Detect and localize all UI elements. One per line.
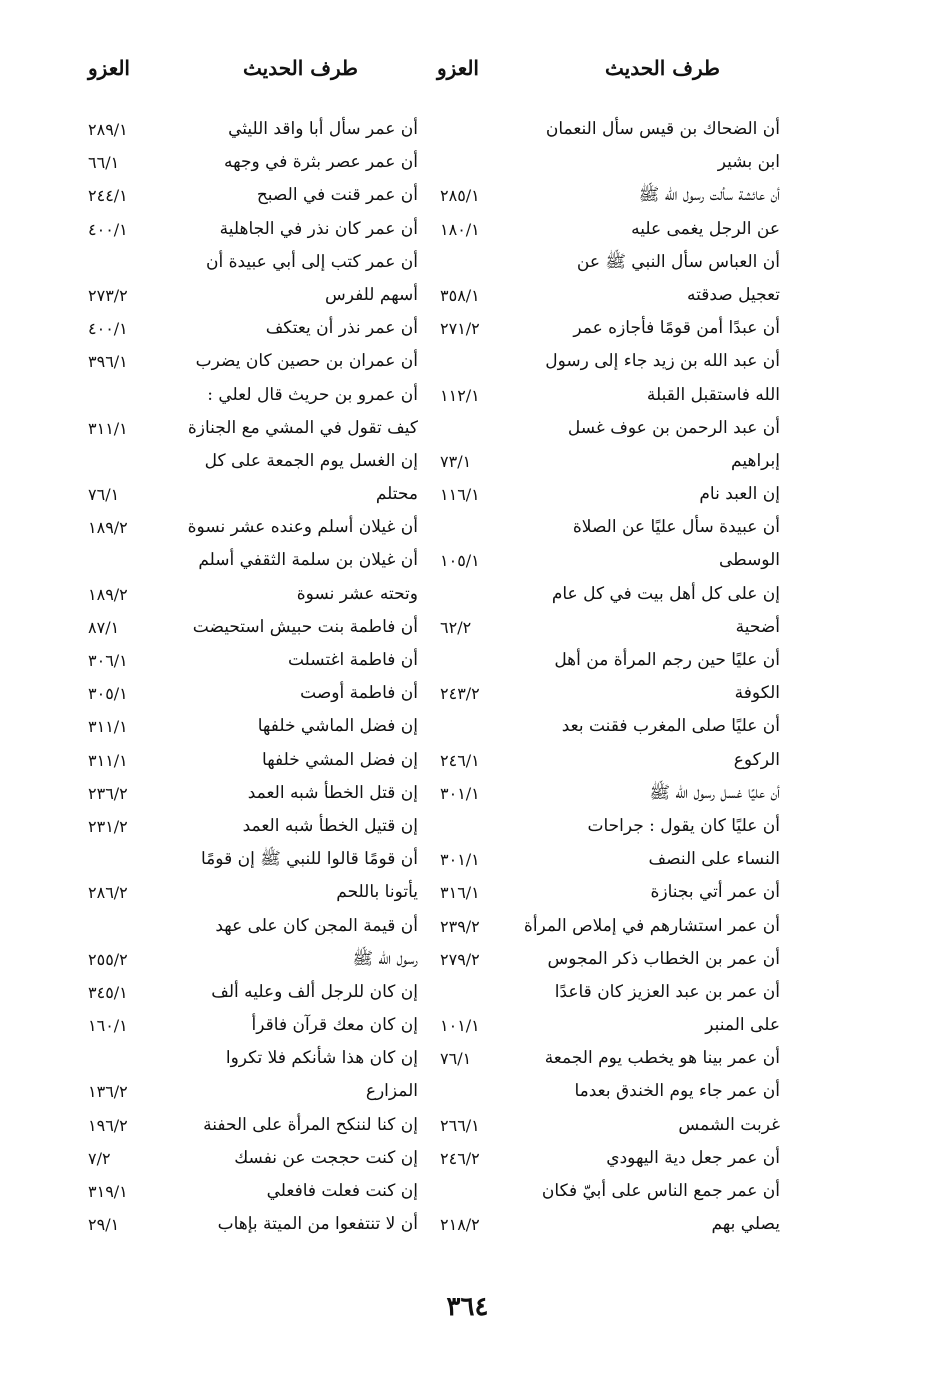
volume-page-reference: ١٩٦/٢ — [88, 1115, 128, 1135]
hadith-incipit: إن كان معك قرآن فاقرأ — [251, 1015, 418, 1036]
index-entry-row — [440, 478, 780, 511]
index-entry-row — [88, 843, 418, 876]
index-entry-row — [440, 777, 780, 810]
hadith-incipit: أن عائشة سألت رسول الله ﷺ — [638, 185, 780, 206]
index-entry-row — [440, 611, 780, 644]
hadith-incipit: أن الضحاك بن قيس سأل النعمان — [545, 119, 780, 139]
volume-page-reference: ٦٢/٢ — [440, 617, 472, 637]
volume-page-reference: ٣٠٥/١ — [88, 684, 128, 704]
hadith-incipit: النساء على النصف — [648, 849, 780, 870]
hadith-incipit: إن كنا لننكح المرأة على الحفنة — [203, 1114, 418, 1135]
index-entry-row — [88, 1142, 418, 1175]
volume-page-reference: ١٦٠/١ — [88, 1016, 128, 1036]
volume-page-reference — [440, 1175, 504, 1208]
hadith-incipit: كيف تقول في المشي مع الجنازة — [187, 417, 418, 438]
index-entry-row — [440, 876, 780, 909]
hadith-incipit: أن عمر جاء يوم الخندق بعدما — [574, 1081, 780, 1102]
index-entry-row — [440, 544, 780, 577]
hadith-incipit: أن عليًا غسل رسول الله ﷺ — [649, 782, 780, 803]
index-entry-row — [88, 976, 418, 1009]
index-entry-row — [440, 1175, 780, 1208]
hadith-incipit: الكوفة — [734, 683, 780, 704]
index-entry-row — [88, 412, 418, 445]
index-entry-row — [88, 1042, 418, 1075]
right-column-title-header: طرف الحديث — [605, 56, 720, 80]
hadith-incipit: أن قومًا قالوا للنبي ﷺ إن قومًا — [201, 849, 418, 870]
left-column-title-header: طرف الحديث — [243, 56, 358, 80]
volume-page-reference: ٤٠٠/١ — [88, 219, 128, 239]
hadith-incipit: أن قيمة المجن كان على عهد — [215, 915, 418, 936]
index-entry-row — [88, 312, 418, 345]
hadith-incipit: إن الغسل يوم الجمعة على كل — [204, 450, 418, 471]
index-entry-row — [440, 1142, 780, 1175]
hadith-incipit: أن عمر كان نذر في الجاهلية — [219, 218, 418, 239]
volume-page-reference — [88, 1042, 160, 1075]
hadith-incipit: إن كان هذا شأنكم فلا تكروا — [225, 1048, 418, 1069]
hadith-incipit: أن عمر نذر أن يعتكف — [265, 318, 418, 339]
index-entry-row — [88, 544, 418, 577]
volume-page-reference — [440, 644, 504, 677]
volume-page-reference: ١٠٥/١ — [440, 551, 480, 571]
volume-page-reference: ٢٨٦/٢ — [88, 883, 128, 903]
index-entry-row — [440, 1009, 780, 1042]
index-entry-row — [88, 445, 418, 478]
hadith-incipit: إن فضل المشي خلفها — [262, 749, 418, 770]
index-entry-row — [440, 810, 780, 843]
hadith-incipit: الله فاستقبل القبلة — [646, 384, 780, 405]
hadith-incipit: أن عمر كتب إلى أبي عبيدة أن — [205, 251, 418, 272]
index-entry-row — [440, 179, 780, 212]
volume-page-reference — [88, 544, 160, 577]
hadith-incipit: أن فاطمة بنت حبيش استحيضت — [192, 616, 418, 637]
hadith-incipit: على المنبر — [705, 1015, 780, 1036]
index-entry-row — [88, 1175, 418, 1208]
hadith-incipit: المزارع — [365, 1081, 418, 1102]
hadith-incipit: الركوع — [733, 749, 780, 770]
index-entry-row — [440, 677, 780, 710]
hadith-incipit: أن عبيدة سأل عليًا عن الصلاة — [572, 517, 780, 538]
volume-page-reference: ٣٠١/١ — [440, 850, 480, 870]
volume-page-reference: ١٣٦/٢ — [88, 1082, 128, 1102]
index-entry-row — [88, 910, 418, 943]
volume-page-reference: ١١٦/١ — [440, 485, 480, 505]
index-entry-row — [440, 312, 780, 345]
index-entry-row — [440, 1208, 780, 1241]
volume-page-reference: ٢٧١/٢ — [440, 319, 480, 339]
index-entry-row — [440, 511, 780, 544]
index-entry-row — [88, 1009, 418, 1042]
hadith-incipit: أن عمر بن الخطاب ذكر المجوس — [547, 948, 780, 969]
volume-page-reference — [440, 1075, 504, 1108]
page-number: ٣٦٤ — [446, 1292, 489, 1322]
hadith-incipit: أن عمر عصر بثرة في وجهه — [224, 152, 418, 173]
hadith-incipit: عن الرجل يغمى عليه — [631, 218, 780, 239]
hadith-incipit: أن عمر جمع الناس على أبيّ فكان — [541, 1181, 780, 1201]
hadith-incipit: أن عليًا كان يقول : جراحات — [587, 815, 780, 836]
volume-page-reference: ٢٧٩/٢ — [440, 949, 480, 969]
index-entry-row — [440, 578, 780, 611]
index-entry-row — [440, 744, 780, 777]
hadith-incipit: أضحية — [735, 616, 780, 637]
volume-page-reference — [440, 511, 504, 544]
index-entry-row — [88, 644, 418, 677]
volume-page-reference: ٣١١/١ — [88, 717, 128, 737]
hadith-incipit: أن لا تنتفعوا من الميتة بإهاب — [217, 1214, 418, 1235]
volume-page-reference: ٣١٩/١ — [88, 1182, 128, 1201]
index-entry-row — [440, 412, 780, 445]
volume-page-reference — [88, 246, 160, 279]
volume-page-reference: ٧٦/١ — [440, 1049, 472, 1069]
index-entry-row — [88, 777, 418, 810]
index-entry-row — [88, 279, 418, 312]
volume-page-reference: ٢٣١/٢ — [88, 816, 128, 836]
index-entry-row — [440, 213, 780, 246]
volume-page-reference: ٨٧/١ — [88, 617, 120, 637]
index-entry-row — [88, 744, 418, 777]
index-entry-row — [88, 179, 418, 212]
index-entry-row — [440, 345, 780, 378]
volume-page-reference — [88, 910, 160, 943]
volume-page-reference — [440, 113, 504, 146]
index-entry-row — [440, 1109, 780, 1142]
hadith-incipit: إن كنت فعلت فافعلي — [266, 1181, 418, 1201]
volume-page-reference: ١١٢/١ — [440, 385, 480, 405]
volume-page-reference: ٢٣٦/٢ — [88, 783, 128, 803]
volume-page-reference: ٢٩/١ — [88, 1215, 120, 1235]
volume-page-reference: ١٨٩/٢ — [88, 518, 128, 538]
index-entry-row — [88, 876, 418, 909]
right-index-column — [440, 113, 780, 1241]
index-entry-row — [88, 379, 418, 412]
left-column-ref-header: العزو — [88, 56, 130, 80]
index-entry-row — [88, 146, 418, 179]
index-entry-row — [440, 943, 780, 976]
hadith-incipit: محتلم — [375, 484, 418, 505]
left-index-column — [88, 113, 418, 1241]
hadith-incipit: أن عليًا حين رجم المرأة من أهل — [554, 650, 780, 670]
hadith-incipit: أن فاطمة اغتسلت — [287, 650, 418, 670]
hadith-incipit: الوسطى — [718, 550, 780, 571]
index-entry-row — [440, 644, 780, 677]
index-entry-row — [88, 677, 418, 710]
hadith-incipit: إن العبد نام — [699, 484, 780, 505]
hadith-incipit: أن عمر جعل دية اليهودي — [606, 1147, 780, 1168]
right-column-ref-header: العزو — [437, 56, 479, 80]
volume-page-reference: ٢٤٤/١ — [88, 186, 128, 206]
volume-page-reference: ٢٣٩/٢ — [440, 916, 480, 936]
volume-page-reference: ٧٦/١ — [88, 485, 120, 505]
hadith-incipit: أن عبدًا أمن قومًا فأجازه عمر — [573, 318, 780, 339]
volume-page-reference: ٣٤٥/١ — [88, 982, 128, 1002]
index-entry-row — [88, 113, 418, 146]
index-entry-row — [88, 1075, 418, 1108]
index-entry-row — [88, 246, 418, 279]
volume-page-reference: ٢٤٣/٢ — [440, 684, 480, 704]
hadith-incipit: أن عبد الرحمن بن عوف غسل — [567, 417, 780, 438]
index-entry-row — [88, 578, 418, 611]
hadith-incipit: أن غيلان أسلم وعنده عشر نسوة — [187, 517, 418, 538]
index-entry-row — [88, 478, 418, 511]
index-entry-row — [88, 710, 418, 743]
index-entry-row — [88, 213, 418, 246]
hadith-incipit: إن على كل أهل بيت في كل عام — [551, 583, 780, 604]
volume-page-reference: ٢٨٥/١ — [440, 186, 480, 206]
volume-page-reference: ٣١١/١ — [88, 418, 128, 438]
hadith-incipit: إن فضل الماشي خلفها — [257, 716, 418, 737]
volume-page-reference — [440, 976, 504, 1009]
index-entry-row — [440, 843, 780, 876]
hadith-incipit: أن غيلان بن سلمة الثقفي أسلم — [198, 550, 418, 571]
hadith-incipit: إبراهيم — [731, 450, 780, 471]
index-entry-row — [440, 279, 780, 312]
hadith-incipit: أن عبد الله بن زيد جاء إلى رسول — [545, 351, 780, 372]
hadith-incipit: ابن بشير — [717, 152, 780, 173]
hadith-incipit: يأتونا باللحم — [336, 882, 418, 903]
hadith-incipit: أسهم للفرس — [324, 284, 418, 305]
hadith-incipit: تعجيل صدقته — [686, 284, 780, 305]
hadith-incipit: أن عمران بن حصين كان يضرب — [195, 351, 418, 372]
hadith-incipit: يصلي بهم — [711, 1214, 780, 1235]
index-entry-row — [440, 246, 780, 279]
volume-page-reference: ٣٠٦/١ — [88, 651, 128, 670]
volume-page-reference: ٦٦/١ — [88, 153, 120, 173]
hadith-incipit: أن عمر سأل أبا واقد الليثي — [228, 119, 418, 139]
volume-page-reference: ٣٩٦/١ — [88, 352, 128, 372]
hadith-incipit: أن عمر أتي بجنازة — [650, 882, 780, 903]
hadith-incipit: أن فاطمة أوصت — [300, 683, 418, 704]
volume-page-reference — [88, 445, 160, 478]
volume-page-reference: ١٨٩/٢ — [88, 584, 128, 604]
hadith-incipit: أن العباس سأل النبي ﷺ عن — [576, 251, 780, 272]
volume-page-reference — [440, 578, 504, 611]
hadith-incipit: إن كنت حججت عن نفسك — [234, 1147, 418, 1168]
index-entry-row — [440, 113, 780, 146]
hadith-incipit: أن عمر بينا هو يخطب يوم الجمعة — [544, 1048, 780, 1069]
volume-page-reference — [440, 345, 504, 378]
hadith-incipit: أن عمرو بن حريث قال لعلي : — [207, 384, 418, 405]
volume-page-reference — [440, 412, 504, 445]
index-entry-row — [440, 976, 780, 1009]
index-entry-row — [88, 1109, 418, 1142]
volume-page-reference: ٢٦٦/١ — [440, 1115, 480, 1135]
volume-page-reference — [440, 246, 504, 279]
hadith-incipit: وتحته عشر نسوة — [296, 583, 418, 604]
volume-page-reference: ٣٥٨/١ — [440, 285, 480, 305]
volume-page-reference: ١٠١/١ — [440, 1016, 480, 1036]
volume-page-reference: ٣١٦/١ — [440, 883, 480, 903]
index-entry-row — [88, 943, 418, 976]
volume-page-reference — [440, 146, 504, 179]
volume-page-reference: ٢٧٣/٢ — [88, 285, 128, 305]
index-entry-row — [440, 445, 780, 478]
hadith-incipit: غربت الشمس — [678, 1114, 780, 1135]
volume-page-reference — [88, 379, 160, 412]
index-entry-row — [88, 1208, 418, 1241]
hadith-incipit: إن كان للرجل ألف وعليه ألف — [211, 981, 418, 1002]
index-entry-row — [440, 146, 780, 179]
volume-page-reference: ٧/٢ — [88, 1148, 111, 1168]
hadith-incipit: إن قتيل الخطأ شبه العمد — [242, 815, 418, 836]
volume-page-reference: ٣١١/١ — [88, 750, 128, 770]
hadith-incipit: رسول الله ﷺ — [352, 948, 418, 969]
index-entry-row — [88, 810, 418, 843]
index-entry-row — [88, 345, 418, 378]
index-entry-row — [440, 1042, 780, 1075]
volume-page-reference — [440, 810, 504, 843]
volume-page-reference: ٢٨٩/١ — [88, 120, 128, 139]
volume-page-reference: ٤٠٠/١ — [88, 319, 128, 339]
index-entry-row — [440, 379, 780, 412]
index-entry-row — [440, 910, 780, 943]
volume-page-reference: ٢٤٦/٢ — [440, 1148, 480, 1168]
volume-page-reference: ٢٥٥/٢ — [88, 949, 128, 969]
volume-page-reference: ٢١٨/٢ — [440, 1215, 480, 1235]
hadith-incipit: أن عمر بن عبد العزيز كان قاعدًا — [554, 981, 780, 1002]
volume-page-reference: ٧٣/١ — [440, 451, 472, 471]
hadith-incipit: أن عمر استشارهم في إملاص المرأة — [523, 915, 780, 936]
hadith-incipit: إن قتل الخطأ شبه العمد — [247, 782, 418, 803]
volume-page-reference: ٢٤٦/١ — [440, 750, 480, 770]
index-entry-row — [440, 710, 780, 743]
index-entry-row — [88, 611, 418, 644]
volume-page-reference: ١٨٠/١ — [440, 219, 480, 239]
volume-page-reference: ٣٠١/١ — [440, 783, 480, 803]
hadith-incipit: أن عمر قنت في الصبح — [256, 185, 418, 206]
volume-page-reference — [88, 843, 160, 876]
volume-page-reference — [440, 710, 504, 743]
index-entry-row — [88, 511, 418, 544]
hadith-incipit: أن عليًا صلى المغرب فقنت بعد — [561, 716, 780, 737]
index-entry-row — [440, 1075, 780, 1108]
